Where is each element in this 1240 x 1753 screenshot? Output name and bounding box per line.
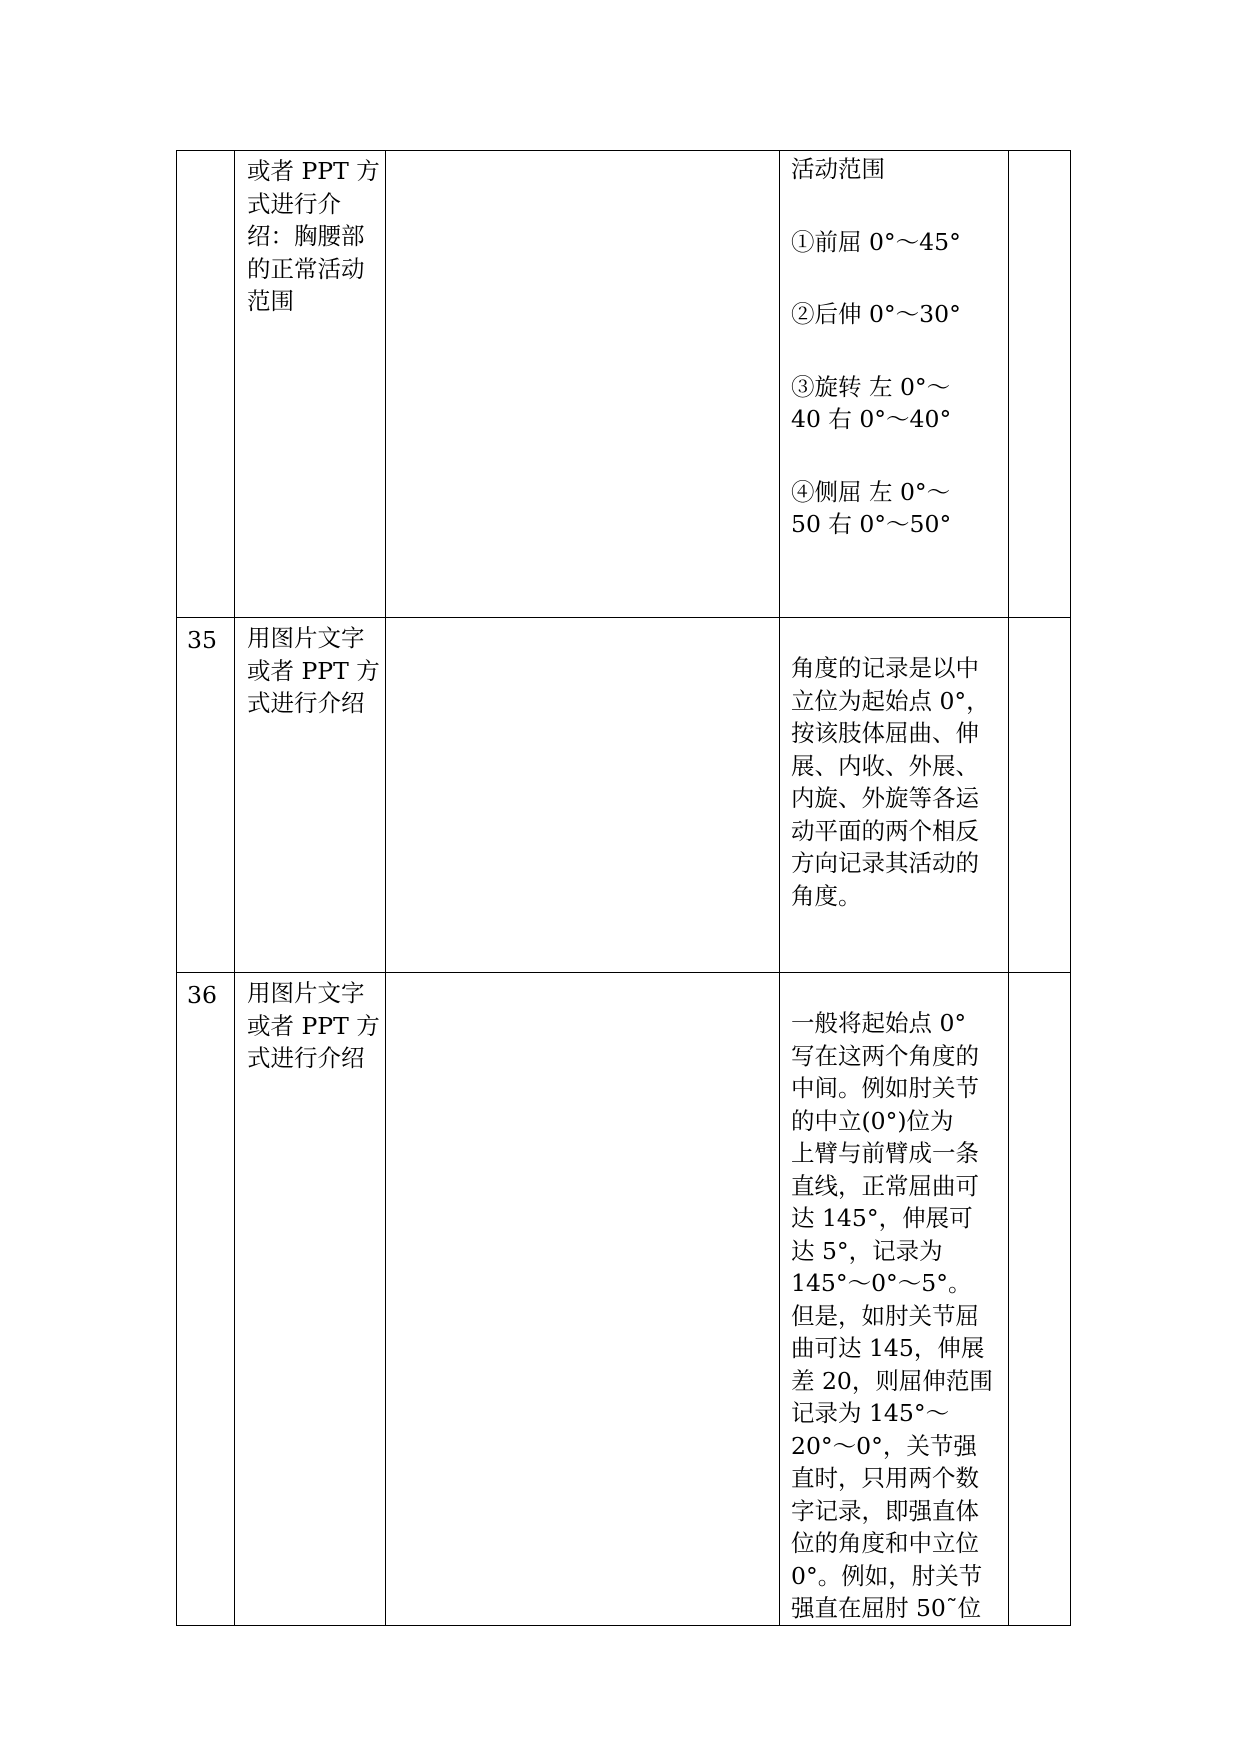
method-line: 式进行介 <box>247 189 341 218</box>
content-line: 角度的记录是以中 <box>791 654 979 682</box>
method-line: 绍：胸腰部 <box>247 222 365 250</box>
content-line: 上臂与前臂成一条 <box>791 1139 979 1167</box>
content-line: 活动范围 <box>791 155 885 183</box>
method-line: 或者 PPT 方 <box>247 656 380 685</box>
method-line: 范围 <box>247 287 294 315</box>
method-cell <box>235 618 386 973</box>
content-line: 按该肢体屈曲、伸 <box>791 719 979 747</box>
method-line: 用图片文字 <box>247 624 365 652</box>
content-line: 记录为 145°～ <box>791 1399 950 1427</box>
content-line: 直时，只用两个数 <box>791 1464 979 1492</box>
method-line: 式进行介绍 <box>247 689 365 717</box>
content-cell <box>780 973 1009 1626</box>
empty-cell <box>1009 618 1071 973</box>
content-line: 位的角度和中立位 <box>791 1529 979 1557</box>
content-line: 直线，正常屈曲可 <box>791 1171 979 1200</box>
row-number-cell <box>177 151 235 618</box>
empty-cell <box>386 151 780 618</box>
content-line: 角度。 <box>791 881 862 910</box>
table-row <box>177 973 1071 1626</box>
method-cell <box>235 973 386 1626</box>
method-line: 或者 PPT 方 <box>247 157 380 185</box>
method-line: 或者 PPT 方 <box>247 1011 380 1040</box>
content-line: 内旋、外旋等各运 <box>791 784 979 812</box>
content-line: 但是，如肘关节屈 <box>791 1301 979 1330</box>
table-row <box>177 151 1071 618</box>
row-number-cell <box>177 618 235 973</box>
content-line: 40 右 0°～40° <box>791 405 952 433</box>
content-line: 0°。例如，肘关节 <box>791 1561 983 1590</box>
empty-cell <box>1009 973 1071 1626</box>
content-line: ①前屈 0°～45° <box>791 227 961 256</box>
row-number: 35 <box>187 626 217 654</box>
content-line: 中间。例如肘关节 <box>791 1074 979 1102</box>
content-line: 一般将起始点 0° <box>791 1009 967 1037</box>
content-line: ③旋转 左 0°～ <box>791 372 951 401</box>
content-line: 145°～0°～5°。 <box>791 1269 972 1297</box>
content-line: 达 5°，记录为 <box>791 1236 943 1265</box>
content-cell <box>780 151 1009 618</box>
row-number-cell <box>177 973 235 1626</box>
table-row <box>177 618 1071 973</box>
empty-cell <box>386 973 780 1626</box>
content-table <box>176 150 1071 1626</box>
content-line: 方向记录其活动的 <box>791 849 979 877</box>
content-line: ④侧屈 左 0°～ <box>791 477 951 506</box>
content-line: 的中立(0°)位为 <box>791 1106 954 1135</box>
empty-cell <box>1009 151 1071 618</box>
content-line: 差 20，则屈伸范围 <box>791 1366 993 1395</box>
content-line: 20°～0°，关节强 <box>791 1431 977 1460</box>
content-line: 字记录，即强直体 <box>791 1496 979 1525</box>
content-cell <box>780 618 1009 973</box>
content-line: 写在这两个角度的 <box>791 1041 979 1070</box>
content-line: 动平面的两个相反 <box>791 816 979 845</box>
method-cell <box>235 151 386 618</box>
method-line: 的正常活动 <box>247 254 365 283</box>
method-line: 用图片文字 <box>247 979 365 1007</box>
method-line: 式进行介绍 <box>247 1044 365 1072</box>
content-line: 达 145°，伸展可 <box>791 1204 973 1232</box>
content-line: 展、内收、外展、 <box>791 751 979 780</box>
row-number: 36 <box>187 981 217 1009</box>
content-line: ②后伸 0°～30° <box>791 300 961 328</box>
content-line: 50 右 0°～50° <box>791 510 952 538</box>
content-line: 立位为起始点 0°， <box>791 686 990 715</box>
content-line: 曲可达 145，伸展 <box>791 1334 985 1362</box>
empty-cell <box>386 618 780 973</box>
content-line: 强直在屈肘 50˜位 <box>791 1594 982 1622</box>
